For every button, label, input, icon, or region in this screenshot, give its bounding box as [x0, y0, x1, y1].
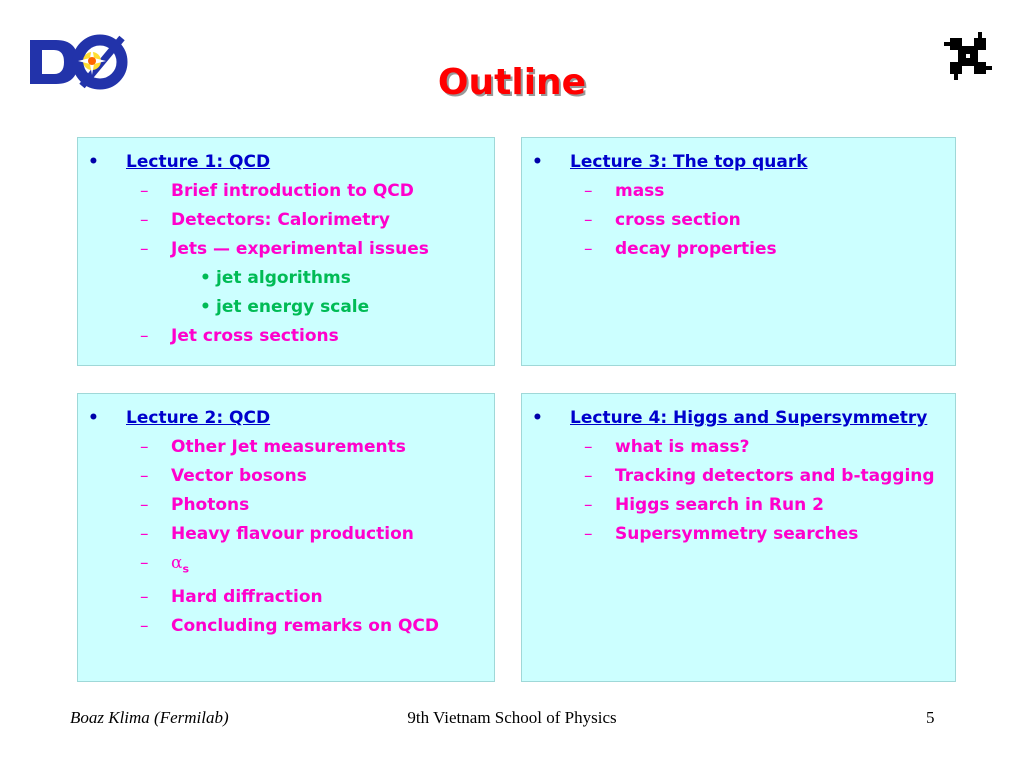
list-item: – Supersymmetry searches — [584, 524, 859, 544]
list-item: – decay properties — [584, 239, 777, 259]
lecture-4-box — [521, 393, 956, 682]
list-item: – Vector bosons — [140, 466, 307, 486]
lecture-2-box — [77, 393, 495, 682]
list-item: – Hard diffraction — [140, 587, 323, 608]
lecture-4-link[interactable]: Lecture 4: Higgs and Supersymmetry — [570, 408, 928, 428]
list-item: – Brief introduction to QCD — [140, 181, 414, 201]
list-item: – Tracking detectors and b-tagging — [584, 466, 935, 486]
lecture-2-link[interactable]: Lecture 2: QCD — [126, 408, 271, 428]
bullet: • — [532, 408, 543, 428]
list-item: – Photons — [140, 495, 250, 515]
svg-text:ð: ð — [48, 61, 54, 71]
lecture-1-box — [77, 137, 495, 366]
lecture-4-heading-item — [522, 408, 955, 429]
lecture-3-heading-item — [522, 152, 955, 173]
footer-page-number: 5 — [926, 708, 935, 727]
list-item-alpha-s: – $\alpha_s$ — [140, 553, 190, 576]
list-item: – Jets — experimental issues — [140, 239, 429, 259]
bullet: • — [88, 152, 99, 172]
lecture-1-heading-item — [78, 152, 494, 173]
lecture-3-box — [521, 137, 956, 366]
list-item: – Heavy flavour production — [140, 524, 414, 544]
lecture-2-heading-item — [78, 408, 494, 429]
list-item: – Higgs search in Run 2 — [584, 495, 824, 515]
list-item: – Detectors: Calorimetry — [140, 210, 390, 230]
list-item: – Jet cross sections — [140, 326, 339, 346]
list-item: – Other Jet measurements — [140, 437, 406, 457]
lecture-3-link[interactable]: Lecture 3: The top quark — [570, 152, 808, 172]
list-item: – Concluding remarks on QCD — [140, 616, 440, 637]
list-item: – cross section — [584, 210, 741, 230]
bullet: • — [532, 152, 543, 172]
footer-author: Boaz Klima (Fermilab) — [70, 708, 229, 727]
sub-list-item: • jet algorithms — [200, 268, 351, 288]
list-item: – what is mass? — [584, 437, 750, 457]
bullet: • — [88, 408, 99, 428]
lecture-1-link[interactable]: Lecture 1: QCD — [126, 152, 271, 172]
list-item: – mass — [584, 181, 665, 201]
footer-event: 9th Vietnam School of Physics — [407, 708, 617, 727]
page-title: Outline — [437, 62, 587, 103]
sub-list-item: • jet energy scale — [200, 297, 370, 317]
